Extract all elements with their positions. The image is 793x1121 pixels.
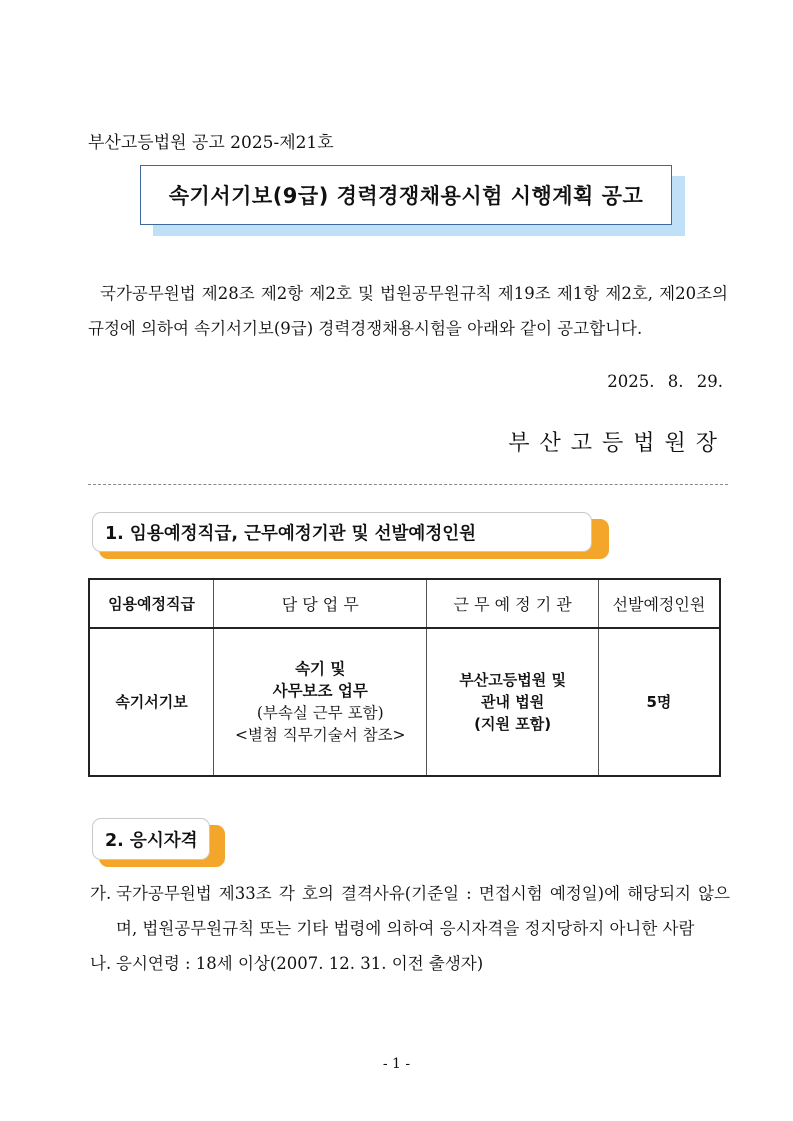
document-title: 속기서기보(9급) 경력경쟁채용시험 시행계획 공고: [140, 165, 672, 225]
table-row: [89, 628, 720, 776]
header-count: 선발예정인원: [598, 579, 720, 628]
item-text: 응시연령 : 18세 이상(2007. 12. 31. 이전 출생자): [116, 954, 484, 973]
list-item: [90, 946, 730, 981]
duty-line: <별첨 직무기술서 참조>: [234, 726, 406, 744]
intro-paragraph: 국가공무원법 제28조 제2항 제2호 및 법원공무원규칙 제19조 제1항 제2호, 제20조의 규정에 의하여 속기서기보(9급) 경력경쟁채용시험을 아래와 같이 공고합니다.: [88, 284, 728, 338]
notice-date: 2025. 8. 29.: [607, 372, 723, 391]
divider: [88, 484, 728, 485]
item-marker: 나.: [90, 954, 112, 973]
qualification-list: [90, 876, 730, 981]
item-marker: 가.: [90, 884, 112, 903]
cell-duty: [214, 628, 427, 776]
duty-line: (부속실 근무 포함): [256, 704, 384, 722]
notice-number: 부산고등법원 공고 2025-제21호: [88, 133, 334, 153]
header-duty: 담 당 업 무: [214, 579, 427, 628]
cell-rank: 속기서기보: [89, 628, 214, 776]
recruitment-table: [88, 578, 721, 777]
issuer-name: 부산고등법원장: [508, 431, 727, 456]
table-header-row: [89, 579, 720, 628]
cell-institution: [427, 628, 598, 776]
header-institution: 근 무 예 정 기 관: [427, 579, 598, 628]
duty-line: 속기 및: [295, 660, 346, 678]
duty-line: 사무보조 업무: [272, 682, 368, 700]
institution-line: 관내 법원: [481, 693, 545, 711]
page-number: - 1 -: [382, 1056, 411, 1072]
item-text: 국가공무원법 제33조 각 호의 결격사유(기준일 : 면접시험 예정일)에 해당되지 않으며, 법원공무원규칙 또는 기타 법령에 의하여 응시자격을 정지당하지 아니한 사람: [116, 884, 730, 938]
header-rank: 임용예정직급: [89, 579, 214, 628]
list-item: [90, 876, 730, 946]
institution-line: (지원 포함): [474, 715, 552, 733]
cell-count: 5명: [598, 628, 720, 776]
institution-line: 부산고등법원 및: [459, 671, 566, 689]
title-banner: [140, 165, 684, 231]
section-2-heading: 2. 응시자격: [92, 818, 210, 860]
section-1-heading: 1. 임용예정직급, 근무예정기관 및 선발예정인원: [92, 512, 592, 552]
